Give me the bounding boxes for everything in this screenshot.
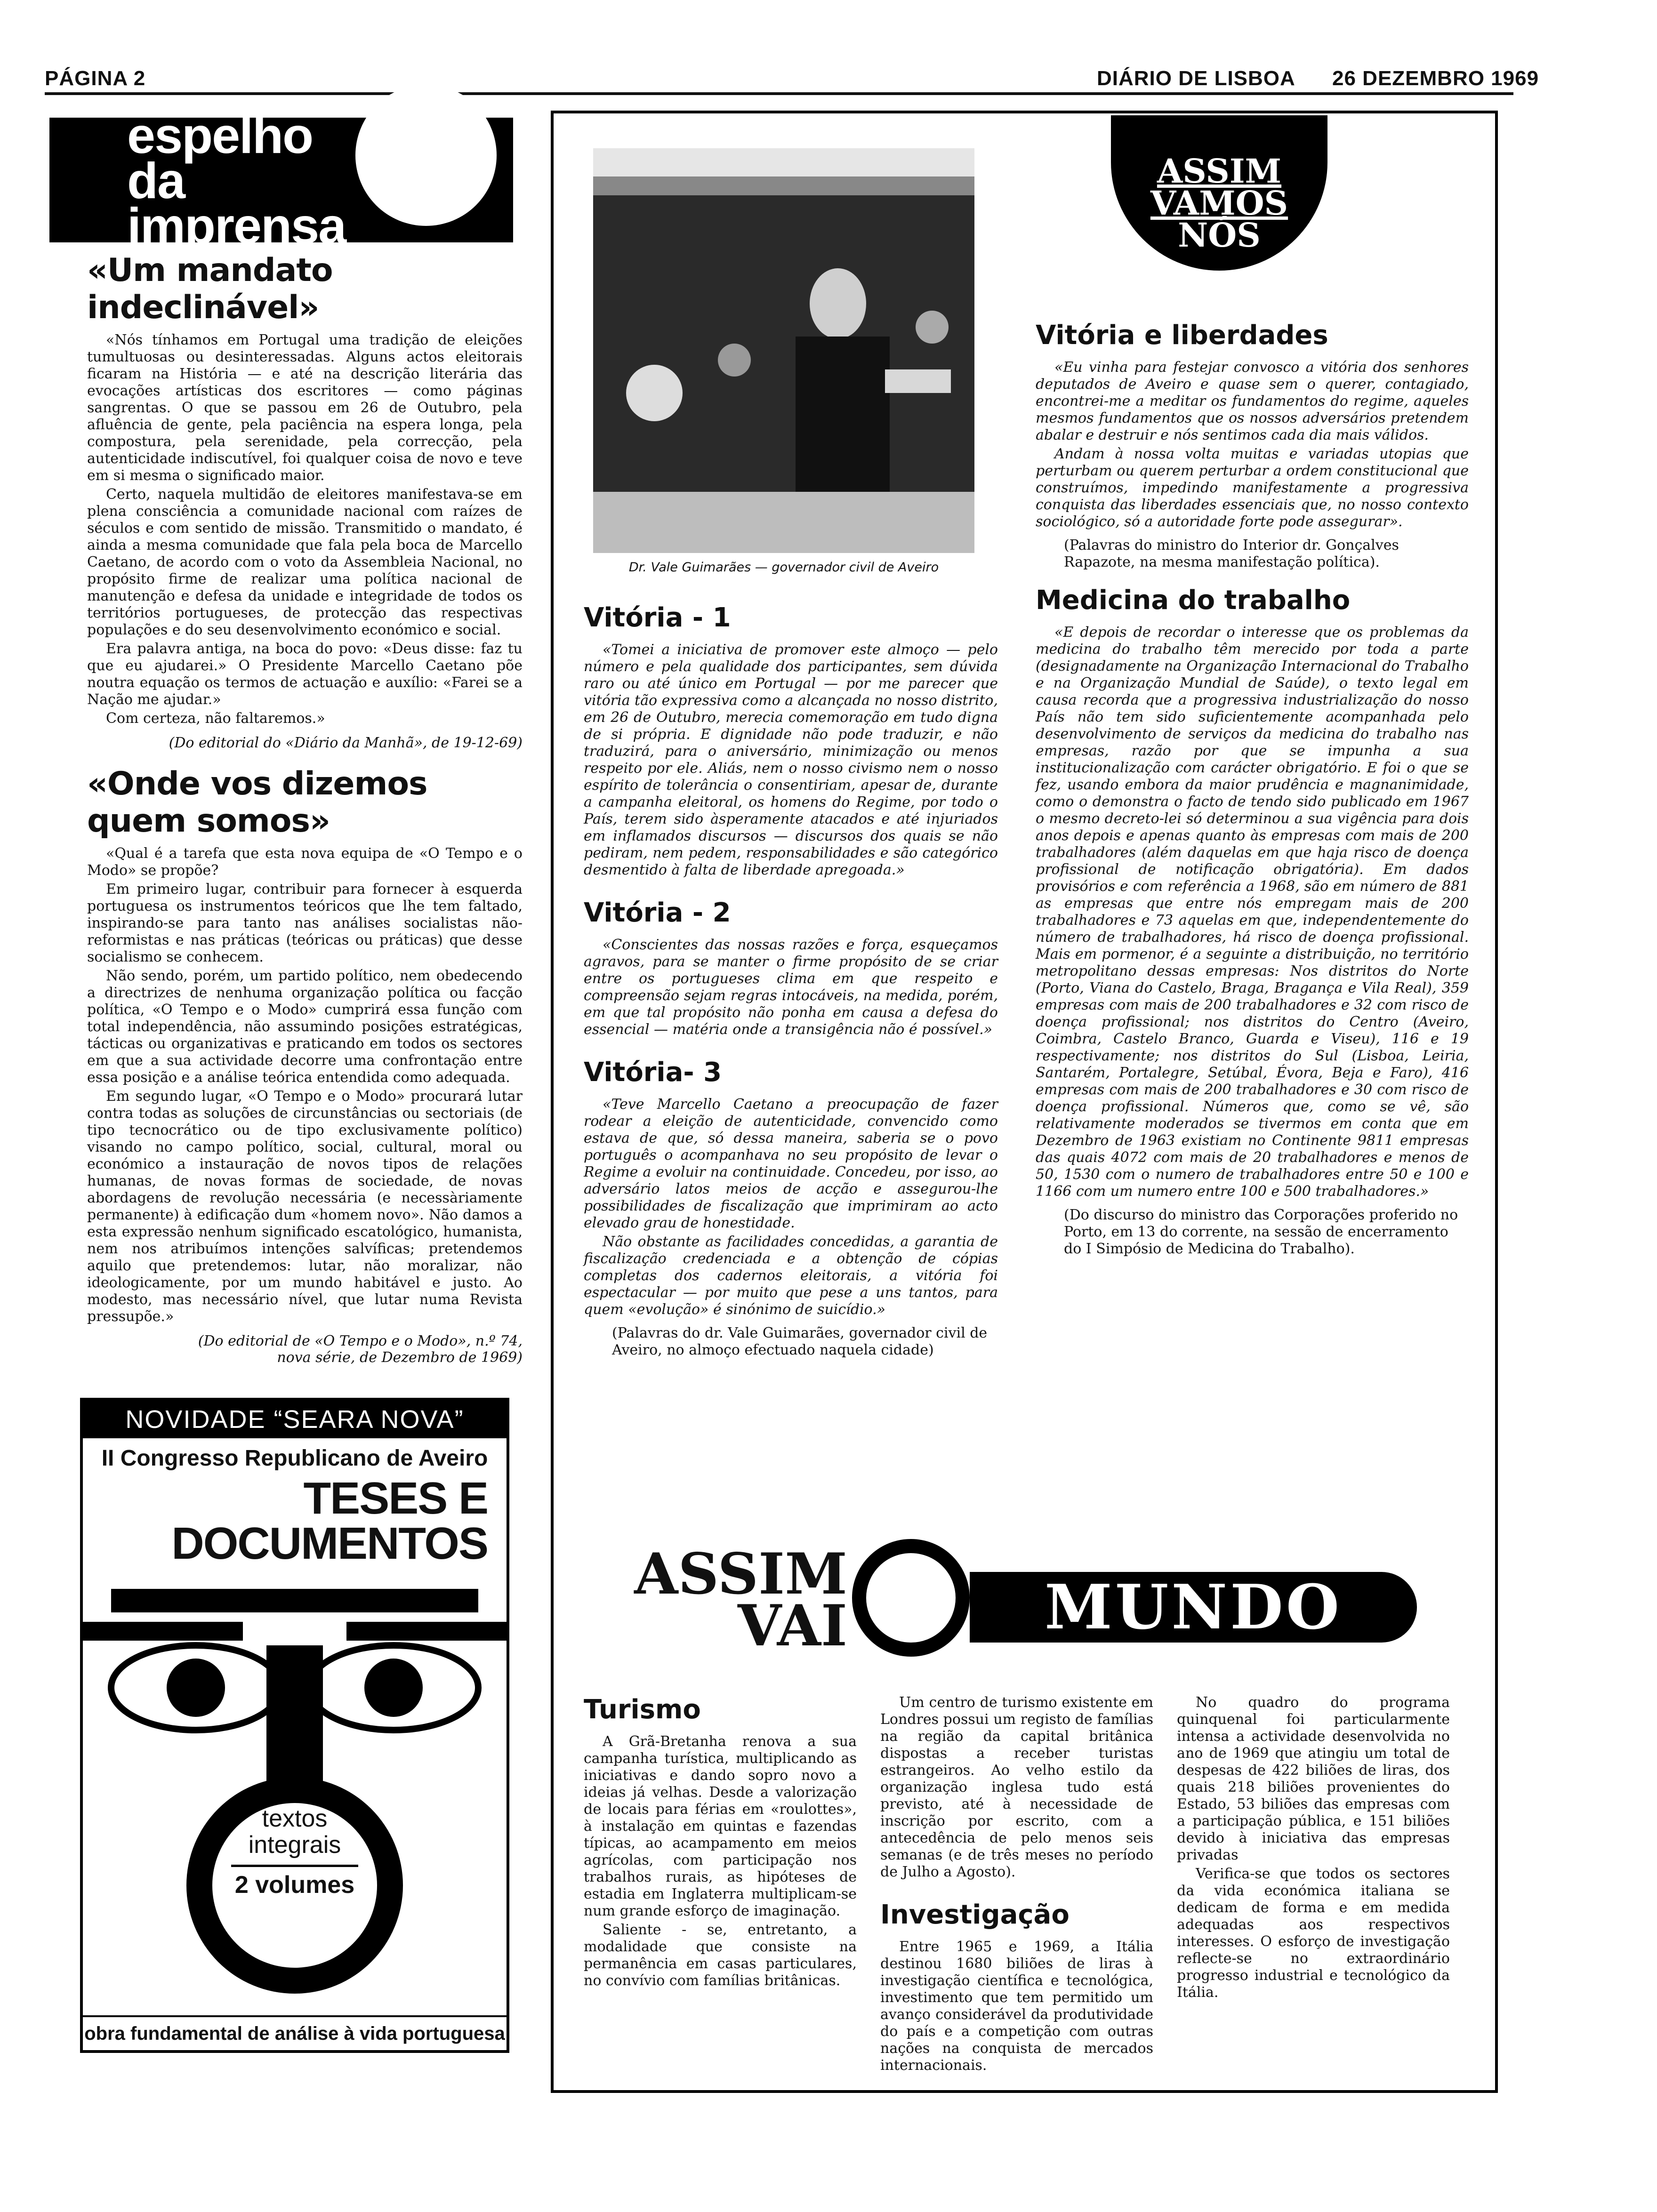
mundo-col2 [880, 1694, 1153, 2076]
page-number: PÁGINA 2 [45, 67, 146, 90]
ad-eyes-artwork [83, 1579, 507, 2003]
governor-photo [593, 148, 974, 553]
article1-source: (Do editorial do «Diário da Manhã», de 19-12-69) [169, 735, 523, 751]
ad-footer: obra fundamental de análise à vida portuguesa [83, 2015, 507, 2050]
ad-banner: NOVIDADE “SEARA NOVA” [83, 1401, 507, 1438]
medicina-heading: Medicina do trabalho [1036, 585, 1351, 616]
investigacao-heading: Investigação [880, 1899, 1070, 1930]
article2-source: (Do editorial de «O Tempo e o Modo», n.º 74, nova série, de Dezembro de 1969) [198, 1333, 523, 1366]
espelho-title-circle [355, 85, 497, 226]
vitoria3-heading: Vitória- 3 [584, 1057, 722, 1088]
mundo-banner: MUNDO [970, 1572, 1417, 1643]
investigacao-text-cont: No quadro do programa quinquenal foi particularmente intensa a actividade desenvolvida no ano de 1969 que atingiu um total de despesas de 422 biliões de liras, dos quais 218 biliões provenientes do Estado, 53 biliões das empresas com a participação pública, e 151 biliões devido à iniciativa das empresas privadas Verifica-se que todos os sectores da vida económica italiana se dedicam de forma e em medida adequadas aos respectivos interesses. O esforço de investigação reflecte-se no extraordinário progresso industrial e tecnológico da Itália. [1177, 1694, 1450, 2001]
newspaper-name: DIÁRIO DE LISBOA [1097, 67, 1295, 90]
vitoria-articles [584, 602, 998, 1373]
assim-vai-mundo-logo [593, 1539, 1440, 1680]
turismo-text: A Grã-Bretanha renova a sua campanha turística, multiplicando as iniciativas e dando sopro novo a ideias já velhas. Desde a valorização de locais para férias em «roulottes», à instalação em quintas e fazendas típicas, ao acampamento em meios agrícolas, com participação nos trabalhos rurais, as hipóteses de estadia em Inglaterra multiplicam-se num grande esforço de imaginação. Saliente - se, entretanto, a modalidade que consiste na permanência em casas particulares, no convívio com famílias britânicas. [584, 1733, 857, 1989]
vitoria3-text: «Teve Marcello Caetano a preocupação de fazer rodear a eleição de autenticidade, convencido como estava de que, só dessa maneira, saberia se o povo português o acompanhava no seu propósito de levar o Regime a evoluir na continuidade. Concedeu, por isso, ao adversário latos meios de acção e assegurou-lhe possibilidades de fiscalização que imprimiram ao acto elevado grau de honestidade. Não obstante as facilidades concedidas, a garantia de fiscalização credenciada e a obtenção de cópias completas dos cadernos eleitorais, a vitória foi espectacular — por muito que pese a uns tantos, para quem «evolução» é sinónimo de suicídio.» [584, 1096, 998, 1318]
mundo-col1 [584, 1694, 857, 1991]
assim-vamos-logo-text: ASSIM VAMOS NÓS [1150, 152, 1288, 255]
vitoria2-text: «Conscientes das nossas razões e força, esqueçamos agravos, para se manter o firme propósito de se criar entre os portugueses clima em que respeito e compreensão sejam regras intocáveis, na medida, porém, em que tal propósito não ponha em causa a defesa do essencial — matéria onde a transigência não é possível.» [584, 937, 998, 1038]
ad-title: TESES E DOCUMENTOS [171, 1473, 488, 1569]
espelho-section [45, 107, 523, 1379]
assim-vai-text: ASSIM VAI [634, 1541, 847, 1659]
medicina-source: (Do discurso do ministro das Corporações proferido no Porto, em 13 do corrente, na sessão de encerramento do I Simpósio de Medicina do Trabalho). [1064, 1207, 1458, 1257]
assim-vai-circle [852, 1539, 970, 1657]
espelho-title: espelho da imprensa [127, 107, 346, 254]
seara-nova-ad [80, 1398, 509, 2053]
right-articles [1036, 320, 1469, 1272]
espelho-title-box [49, 107, 513, 254]
header-rule [45, 92, 1513, 95]
mundo-col3 [1177, 1694, 1450, 2003]
ad-congress: II Congresso Republicano de Aveiro [101, 1446, 488, 1471]
assim-vamos-logo [1111, 115, 1327, 280]
liberdades-heading: Vitória e liberdades [1036, 320, 1328, 351]
article2-heading: «Onde vos dizemos quem somos» [87, 765, 427, 840]
turismo-text-cont: Um centro de turismo existente em Londres possui um registo de famílias na região da capital britânica dispostas a receber turistas estrangeiros. Ao velho estilo da organização inglesa tudo está previsto, até à necessidade de inscrição por escrito, com a antecedência de pelo menos seis semanas (e de três meses no período de Julho a Agosto). [880, 1694, 1153, 1880]
liberdades-text: «Eu vinha para festejar convosco a vitória dos senhores deputados de Aveiro e quase sem o querer, contagiado, encontrei-me a meditar os fundamentos do regime, aqueles mesmos fundamentos que os nossos adversários pretendem abalar e destruir e nós sentimos cada dia mais válidos. Andam à nossa volta muitas e variadas utopias que perturbam ou querem perturbar a ordem constitucional que construímos, impedindo manifestamente a progressiva conquista das liberdades essenciais que, no nosso contexto sociológico, só a autoridade forte pode assegurar». [1036, 359, 1469, 530]
turismo-heading: Turismo [584, 1694, 701, 1725]
article1-heading: «Um mandato indeclinável» [87, 252, 333, 326]
article1-body: «Nós tínhamos em Portugal uma tradição de eleições tumultuosas ou desinteressadas. Alguns actos eleitorais ficaram na História — e até na descrição literária das evocações artísticas dos escritores — como páginas sangrentas. O que se passou em 26 de Outubro, pela afluência de gente, pela paciência na espera longa, pela compostura, pela serenidade, pela correcção, pela autenticidade indiscutível, foi qualquer coisa de novo e teve em si mesma o significado maior. Certo, naquela multidão de eleitores manifestava-se em plena consciência a comunidade nacional com raízes de séculos e com sentido de missão. Transmitido o mandato, é ainda a mesma comunidade que fala pela boca de Marcello Caetano, de acordo com o voto da Assembleia Nacional, no propósito firme de realizar uma política nacional de manutenção e defesa da unidade e integridade de todos os territórios portugueses, de protecção das respectivas populações e do seu desenvolvimento económico e social. Era palavra antiga, na boca do povo: «Deus disse: faz tu que eu ajudarei.» O Presidente Marcello Caetano põe noutra equação os termos de actuação e auxílio: «Farei se a Nação me ajudar.» Com certeza, não faltaremos.» [87, 332, 523, 727]
investigacao-text: Entre 1965 e 1969, a Itália destinou 1680 biliões de liras à investigação científica e tecnológica, investimento que tem permitido um avanço considerável da produtividade do país e a competição com outras nações na conquista de mercados internacionais. [880, 1939, 1153, 2074]
vitoria2-heading: Vitória - 2 [584, 898, 731, 928]
issue-date: 26 DEZEMBRO 1969 [1332, 67, 1539, 90]
liberdades-source: (Palavras do ministro do Interior dr. Gonçalves Rapazote, na mesma manifestação política). [1064, 537, 1399, 570]
photo-caption: Dr. Vale Guimarães — governador civil de Aveiro [628, 560, 939, 575]
medicina-text: «E depois de recordar o interesse que os problemas da medicina do trabalho têm merecido por toda a parte (designadamente na Organização Internacional do Trabalho e na Organização Mundial de Saúde), o texto legal em causa recorda que a progressiva industrialização do nosso País não tem sido suficientemente acompanhada pelo desenvolvimento de serviços da medicina do trabalho nas empresas, razão por que se impunha a sua institucionalização com carácter obrigatório. E foi o que se fez, usando embora da maior prudência e magnanimidade, como o demonstra o facto de tendo sido publicado em 1967 o mesmo decreto-lei só determinou a sua vigência para dois anos depois e apenas quanto às empresas com mais de 200 trabalhadores (além daquelas em que haja risco de doença profissional de notificação obrigatória). Em dados provisórios e com referência a 1968, são em número de 881 as empresas que entre nós empregam mais de 200 trabalhadores e 73 aquelas em que, independentemente do número de trabalhadores, há risco de doença profissional. Mais em pormenor, é a seguinte a distribuição, no território metropolitano dessas empresas: Nos distritos do Norte (Porto, Viana do Castelo, Braga, Bragança e Vila Real), 359 empresas com mais de 200 trabalhadores e 32 com risco de doença profissional; nos distritos do Centro (Aveiro, Coimbra, Castelo Branco, Guarda e Viseu), 116 e 19 respectivamente; nos distritos do Sul (Lisboa, Leiria, Santarém, Portalegre, Setúbal, Évora, Beja e Faro), 416 empresas com mais de 200 trabalhadores e 30 com risco de doença profissional. Números que, como se vê, são relativamente moderados se tivermos em conta que em Dezembro de 1963 existiam no Continente 9811 empresas das quais 4072 com mais de 20 trabalhadores e menos de 50, 1530 com o numero de trabalhadores entre 50 e 100 e 1166 com um numero entre 100 e 500 trabalhadores.» [1036, 624, 1469, 1200]
vitoria3-source: (Palavras do dr. Vale Guimarães, governador civil de Aveiro, no almoço efectuado naquela cidade) [612, 1325, 988, 1358]
article2-body: «Qual é a tarefa que esta nova equipa de «O Tempo e o Modo» se propõe? Em primeiro lugar, contribuir para fornecer à esquerda portuguesa os instrumentos teóricos que lhe tem faltado, inspirando-se para tanto nas análises socialistas não-reformistas e nas práticas (teóricas ou práticas) que desse socialismo se conhecem. Não sendo, porém, um partido político, nem obedecendo a directrizes de nenhuma organização política ou facção política, «O Tempo e o Modo» cumprirá essa função com total independência, não assumindo posições estratégicas, tácticas ou organizativas e praticando em todos os sectores em que a sua actividade decorre uma confrontação entre essa posição e a análise teórica entendida como adequada. Em segundo lugar, «O Tempo e o Modo» procurará lutar contra todas as soluções de circunstâncias ou sectoriais (de tipo tecnocrático ou de tipo exclusivamente político) visando no campo político, social, cultural, moral ou económico a instauração de novos tipos de relações humanas, de novas formas de sociedade, de novas abordagens de revolução necessária (e necessàriamente permanente) à edificação dum «homem novo». Não damos a esta expressão nenhum significado escatológico, humanista, nem nos atribuímos intenções salvíficas; pretendemos aquilo que pretendemos: lutar, não moralizar, não ideologicamente, por um mundo habitável e justo. Ao modesto, mas necessário nível, que lutar numa Revista pressupõe.» [87, 845, 523, 1325]
vitoria1-text: «Tomei a iniciativa de promover este almoço — pelo número e pela qualidade dos participantes, sem dúvida raro ou até único em Portugal — por me parecer que vitória tão expressiva como a alcançada no nosso distrito, em 26 de Outubro, merecia comemoração em tudo digna de si própria. E dignidade não pode traduzir, e não traduzirá, para o aniversário, minimização ou menos respeito por ele. Aliás, nem o nosso civismo nem o nosso espírito de tolerância o consentiriam, apesar de, durante a campanha eleitoral, os homens do Regime, por todo o País, terem sido àsperamente atacados e até injuriados em inflamados discursos — discursos dos quais se não pediram, nem pedem, responsabilidades e são categórico desmentido à falta de liberdade apregoada.» [584, 641, 998, 878]
espelho-articles [87, 252, 523, 1366]
vitoria1-heading: Vitória - 1 [584, 602, 731, 633]
ad-circle-text: textos integrais 2 volumes [212, 1805, 377, 1898]
